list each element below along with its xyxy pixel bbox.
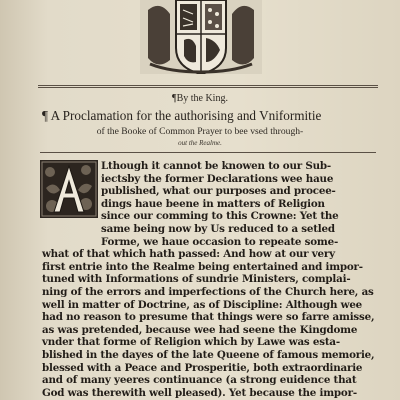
pilcrow-mark: ¶ (42, 108, 48, 123)
proclamation-title-line-2: of the Booke of Common Prayer to bee vsed through- (96, 126, 304, 137)
pilcrow-mark: ¶ (172, 93, 177, 104)
body-text-line: God was therewith well pleased). Yet because the impor- (42, 386, 357, 399)
header-rule-bottom (38, 87, 378, 88)
body-text-line: and of many yeeres continuance (a strong euidence that (42, 374, 357, 387)
body-text-line: as was pretended, because wee had seene the Kingdome (42, 323, 358, 336)
body-text-line: Lthough it cannot be knowen to our Sub- (101, 160, 331, 172)
body-text-line: well in matter of Doctrine, as of Discipline: Although wee (42, 298, 363, 311)
by-the-king-heading: ¶By the King. (172, 93, 228, 104)
body-text-line: tuned with Informations of sundrie Ministers, complai- (42, 273, 351, 286)
body-text-line: blished in the dayes of the late Queene of famous memorie, (42, 349, 375, 361)
body-text-line: had no reason to presume that things were so farre amisse, (42, 311, 375, 324)
proclamation-title-line-1: ¶ A Proclamation for the authorising and Vniformitie (42, 108, 322, 123)
royal-coat-of-arms-image (140, 0, 262, 74)
title-rule (40, 152, 376, 153)
body-text-line: same being now by Us reduced to a setled (101, 223, 335, 235)
decorative-dropcap-a-image (40, 160, 98, 218)
body-text-line: published, what our purposes and procee- (101, 185, 336, 198)
body-text-line: what of that which hath passed: And how at our very (42, 248, 335, 261)
body-text-line: Forme, we haue occasion to repeate some- (101, 235, 339, 248)
body-text-line: first entrie into the Realme being entertained and impor- (42, 260, 363, 273)
header-rule-top (38, 85, 378, 86)
body-text-line: blessed with a Peace and Prosperitie, both extraordinarie (42, 361, 363, 374)
body-text-line: dings haue beene in matters of Religion (101, 197, 325, 210)
body-text-line: vnder that forme of Religion which by Lawe was esta- (42, 336, 340, 349)
proclamation-title-line-3: out the Realme. (178, 139, 222, 147)
body-text-line: since our comming to this Crowne: Yet the (101, 210, 339, 223)
body-text-line: iectsby the former Declarations wee haue (101, 172, 334, 185)
body-text-line: ning of the errors and imperfections of the Church here, as (42, 286, 374, 298)
